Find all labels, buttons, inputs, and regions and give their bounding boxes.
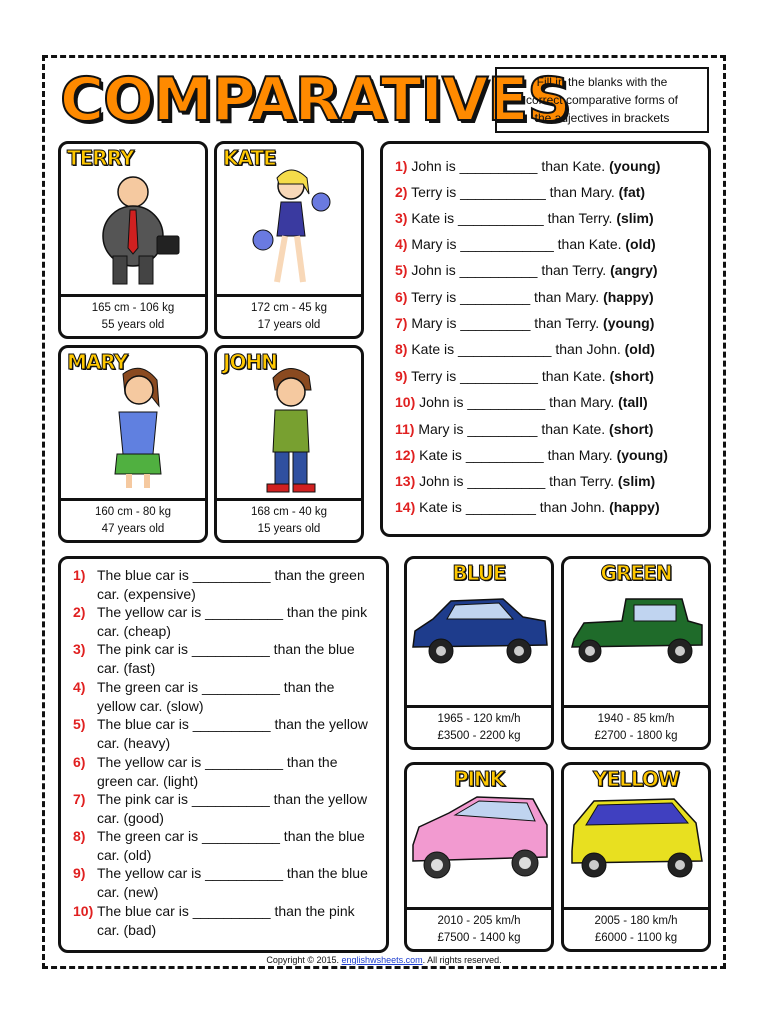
person-age: 15 years old bbox=[257, 523, 321, 535]
exercise-1-item: 14) Kate is _________ than John. (happy) bbox=[395, 499, 660, 515]
person-height-weight: 165 cm - 106 kg bbox=[91, 302, 175, 314]
car-name: YELLOW bbox=[593, 767, 679, 791]
exercise-1-item: 11) Mary is _________ than Kate. (short) bbox=[395, 421, 654, 437]
person-name: KATE bbox=[223, 146, 276, 170]
exercise-1-item: 8) Kate is ____________ than John. (old) bbox=[395, 341, 655, 357]
instructions-box bbox=[495, 67, 709, 133]
copyright-link[interactable]: englishwsheets.com bbox=[341, 955, 423, 965]
car-price-weight: £6000 - 1100 kg bbox=[594, 932, 678, 944]
exercise-2-item: 5) The blue car is __________ than the yellow car. (heavy) bbox=[73, 716, 368, 751]
car-stats bbox=[407, 907, 551, 949]
car-stats bbox=[564, 907, 708, 949]
car-stats bbox=[407, 705, 551, 747]
exercise-2-item: 9) The yellow car is __________ than the blue car. (new) bbox=[73, 865, 368, 900]
car-price-weight: £2700 - 1800 kg bbox=[594, 730, 678, 742]
car-stats bbox=[564, 705, 708, 747]
exercise-1-panel bbox=[380, 141, 711, 537]
copyright-notice bbox=[0, 955, 768, 965]
exercise-1-item: 12) Kate is __________ than Mary. (young) bbox=[395, 447, 668, 463]
car-year-speed: 1965 - 120 km/h bbox=[437, 713, 521, 725]
exercise-2-panel bbox=[58, 556, 389, 953]
person-height-weight: 168 cm - 40 kg bbox=[250, 506, 328, 518]
person-card-john bbox=[214, 345, 364, 543]
instructions-line: correct comparative forms of bbox=[525, 93, 679, 107]
car-year-speed: 2005 - 180 km/h bbox=[594, 915, 678, 927]
person-card-kate bbox=[214, 141, 364, 339]
person-name: MARY bbox=[67, 350, 128, 374]
exercise-2-item: 7) The pink car is __________ than the yellow car. (good) bbox=[73, 791, 368, 826]
copyright-text-end: . All rights reserved. bbox=[422, 955, 502, 965]
person-height-weight: 172 cm - 45 kg bbox=[250, 302, 328, 314]
exercise-1-item: 3) Kate is ___________ than Terry. (slim) bbox=[395, 210, 654, 226]
exercise-1-item: 9) Terry is __________ than Kate. (short) bbox=[395, 368, 654, 384]
car-name: PINK bbox=[453, 767, 505, 791]
exercise-2-item: 8) The green car is __________ than the blue car. (old) bbox=[73, 828, 365, 863]
person-card-terry bbox=[58, 141, 208, 339]
exercise-2-item: 4) The green car is __________ than the yellow car. (slow) bbox=[73, 679, 335, 714]
exercise-1-item: 7) Mary is _________ than Terry. (young) bbox=[395, 315, 655, 331]
person-age: 55 years old bbox=[101, 319, 165, 331]
person-stats bbox=[61, 294, 205, 336]
instructions-line: Fill in the blanks with the bbox=[536, 75, 668, 89]
person-stats bbox=[217, 294, 361, 336]
car-card-yellow bbox=[561, 762, 711, 952]
exercise-1-item: 4) Mary is ____________ than Kate. (old) bbox=[395, 236, 656, 252]
person-name: TERRY bbox=[67, 146, 134, 170]
person-age: 47 years old bbox=[101, 523, 165, 535]
exercise-1-item: 1) John is __________ than Kate. (young) bbox=[395, 158, 661, 174]
exercise-1-item: 10) John is __________ than Mary. (tall) bbox=[395, 394, 648, 410]
person-age: 17 years old bbox=[257, 319, 321, 331]
car-price-weight: £3500 - 2200 kg bbox=[437, 730, 521, 742]
person-stats bbox=[61, 498, 205, 540]
person-stats bbox=[217, 498, 361, 540]
car-name: GREEN bbox=[600, 561, 672, 585]
exercise-1-item: 5) John is __________ than Terry. (angry) bbox=[395, 262, 658, 278]
exercise-2-item: 3) The pink car is __________ than the blue car. (fast) bbox=[73, 641, 355, 676]
person-card-mary bbox=[58, 345, 208, 543]
exercise-1-item: 13) John is __________ than Terry. (slim) bbox=[395, 473, 656, 489]
exercise-2-item: 2) The yellow car is __________ than the pink car. (cheap) bbox=[73, 604, 368, 639]
car-card-blue bbox=[404, 556, 554, 750]
person-height-weight: 160 cm - 80 kg bbox=[94, 506, 172, 518]
exercise-2-item: 1) The blue car is __________ than the green car. (expensive) bbox=[73, 567, 365, 602]
car-price-weight: £7500 - 1400 kg bbox=[437, 932, 521, 944]
exercise-1-item: 2) Terry is ___________ than Mary. (fat) bbox=[395, 184, 646, 200]
instructions-line: the adjectives in brackets bbox=[534, 111, 670, 125]
exercise-1-item: 6) Terry is _________ than Mary. (happy) bbox=[395, 289, 654, 305]
exercise-2-item: 6) The yellow car is __________ than the green car. (light) bbox=[73, 754, 338, 789]
person-name: JOHN bbox=[223, 350, 277, 374]
car-year-speed: 1940 - 85 km/h bbox=[597, 713, 675, 725]
car-name: BLUE bbox=[452, 561, 506, 585]
exercise-2-item: 10) The blue car is __________ than the pink car. (bad) bbox=[73, 903, 355, 938]
copyright-text: Copyright © 2015. bbox=[266, 955, 342, 965]
car-card-green bbox=[561, 556, 711, 750]
page-title: COMPARATIVES bbox=[60, 65, 570, 135]
car-card-pink bbox=[404, 762, 554, 952]
car-year-speed: 2010 - 205 km/h bbox=[437, 915, 521, 927]
